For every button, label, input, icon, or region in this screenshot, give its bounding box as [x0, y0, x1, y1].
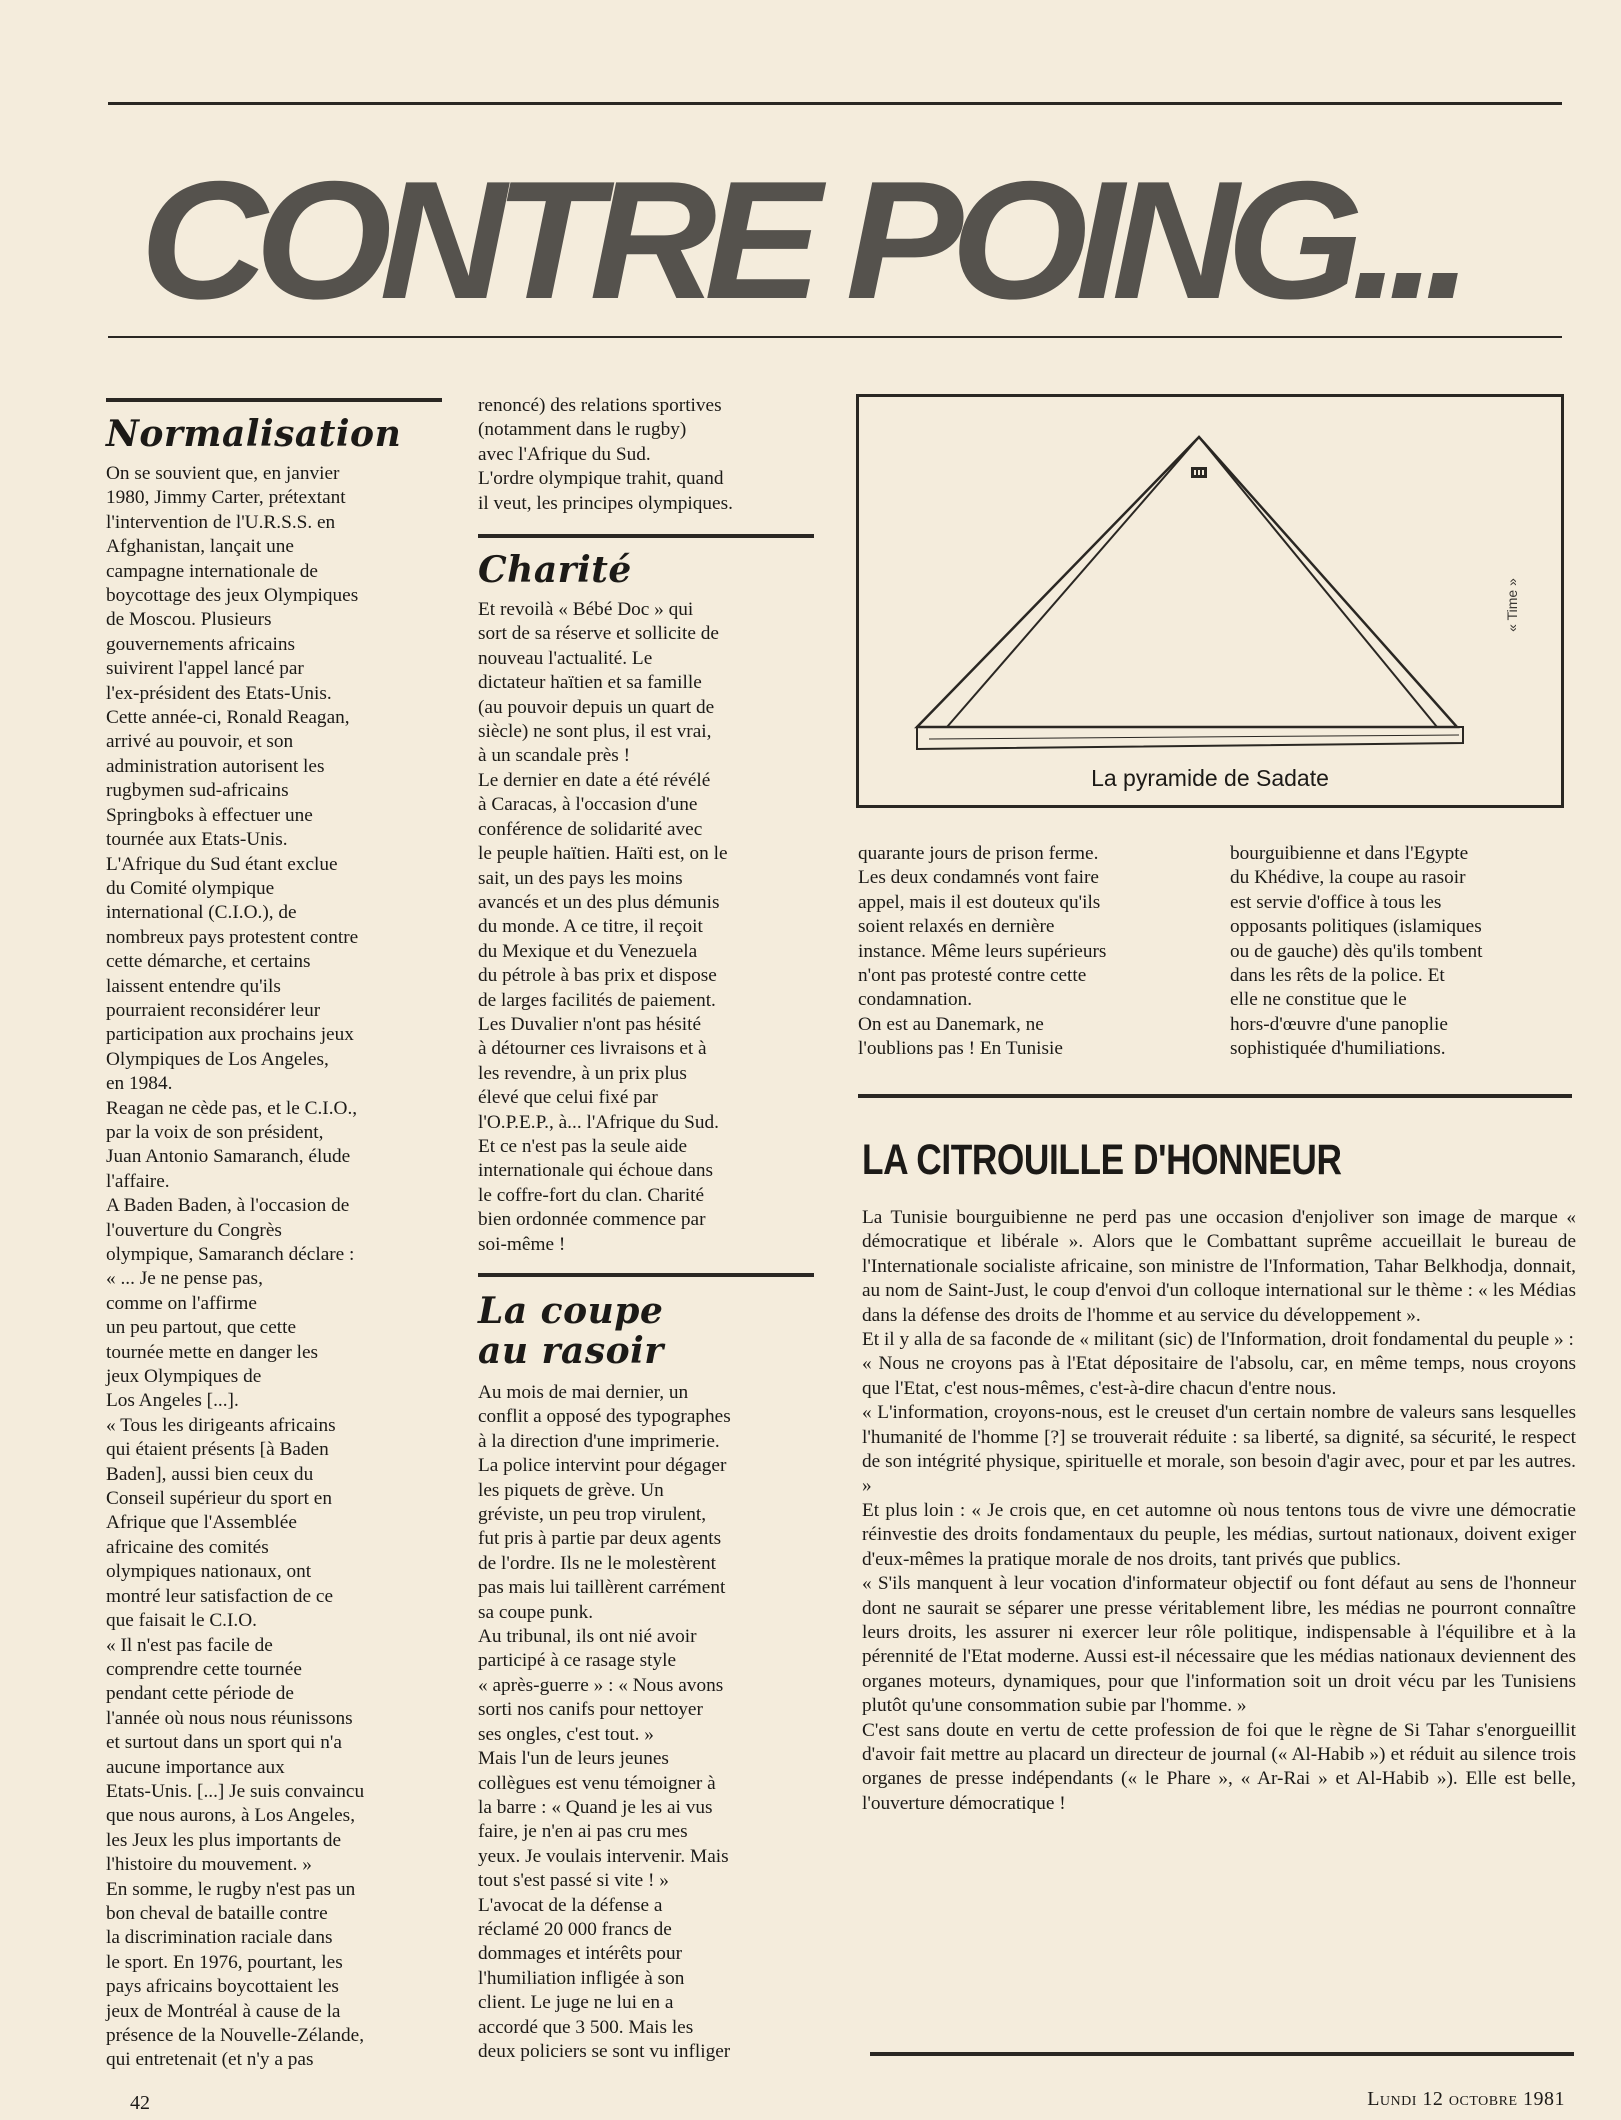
text-line: dictateur haïtien et sa famille	[478, 672, 702, 694]
text-line: le peuple haïtien. Haïti est, on le	[478, 843, 728, 865]
text-line: accordé que 3 500. Mais les	[478, 2016, 694, 2038]
text-line: à détourner ces livraisons et à	[478, 1038, 707, 1060]
text-line: arrivé au pouvoir, et son	[106, 731, 294, 753]
text-line: à la direction d'une imprimerie.	[478, 1430, 720, 1452]
section-rule	[478, 1273, 814, 1277]
text-line: A Baden Baden, à l'occasion de	[106, 1195, 350, 1217]
text-line: « Tous les dirigeants africains	[106, 1414, 336, 1436]
text-line: Afghanistan, lançait une	[106, 536, 294, 558]
citrouille-top-rule	[858, 1094, 1572, 1098]
text-line: tournée mette en danger les	[106, 1341, 318, 1363]
text-line: dommages et intérêts pour	[478, 1943, 683, 1965]
text-line: faire, je n'en ai pas cru mes	[478, 1821, 688, 1843]
text-line: un peu partout, que cette	[106, 1317, 297, 1339]
normalisation-body	[106, 462, 454, 2073]
text-line: C'est sans doute en vertu de cette profession de foi que le règne de Si Tahar s'enorgueillit d'avoir fait mettre au placard un directeur de journal (« Al-Habib ») et réduit au silence trois organes de presse indépendants (« le Phare », « Ar-Rai » et Al-Habib »). Elle est belle, l'ouverture démocratique !	[862, 1719, 1576, 1814]
text-line: Au tribunal, ils ont nié avoir	[478, 1626, 697, 1648]
column-coupe-end	[1230, 842, 1570, 1062]
text-line: « après-guerre » : « Nous avons	[478, 1674, 724, 1696]
text-line: de Moscou. Plusieurs	[106, 609, 272, 631]
text-line: suivirent l'appel lancé par	[106, 658, 304, 680]
text-line: élevé que celui fixé par	[478, 1087, 658, 1109]
text-line: bourguibienne et dans l'Egypte	[1230, 843, 1469, 864]
text-line: le coffre-fort du clan. Charité	[478, 1184, 705, 1206]
text-line: soi-même !	[478, 1233, 566, 1255]
text-line: du Comité olympique	[106, 877, 275, 899]
coupe-continued-body	[858, 842, 1218, 1062]
text-line: nouveau l'actualité. Le	[478, 647, 653, 669]
text-line: qui entretenait (et n'y a pas	[106, 2049, 314, 2071]
text-line: fut pris à partie par deux agents	[478, 1528, 722, 1550]
text-line: la discrimination raciale dans	[106, 1927, 333, 1949]
text-line: ou de gauche) dès qu'ils tombent	[1230, 940, 1483, 962]
text-line: sait, un des pays les moins	[478, 867, 683, 889]
text-line: olympiques nationaux, ont	[106, 1561, 312, 1583]
column-coupe-continued	[858, 842, 1218, 1062]
text-line: quarante jours de prison ferme.	[858, 843, 1099, 864]
text-line: l'ex-président des Etats-Unis.	[106, 682, 332, 704]
text-line: du monde. A ce titre, il reçoit	[478, 916, 703, 938]
text-line: Afrique que l'Assemblée	[106, 1512, 297, 1534]
text-line: participation aux prochains jeux	[106, 1024, 354, 1046]
text-line: est servie d'office à tous les	[1230, 891, 1442, 913]
text-line: tout s'est passé si vite ! »	[478, 1870, 669, 1892]
text-line: avec l'Afrique du Sud.	[478, 443, 651, 465]
text-line: On se souvient que, en janvier	[106, 463, 340, 484]
text-line: client. Le juge ne lui en a	[478, 1992, 674, 2014]
text-line: « S'ils manquent à leur vocation d'informateur objectif ou font défaut au sens de l'honneur dont ne saurait se séparer une presse véritablement libre, les médias ne pourront connaître leurs droits, les assurer ni exercer leur rôle politique, indispensable à l'équilibre et à la pérennité de l'Etat moderne. Aussi est-il nécessaire que les médias nationaux deviennent des organes moteurs, dynamiques, pour que l'information soit un droit vécu par les Tunisiens plutôt qu'une consommation subie par l'homme. »	[862, 1573, 1576, 1717]
text-line: Et ce n'est pas la seule aide	[478, 1135, 688, 1157]
coupe-end-body	[1230, 842, 1570, 1062]
text-line: Springboks à effectuer une	[106, 804, 313, 826]
text-line: olympique, Samaranch déclare :	[106, 1244, 355, 1265]
text-line: jeux Olympiques de	[106, 1366, 262, 1388]
text-line: gréviste, un peu trop virulent,	[478, 1504, 707, 1526]
text-line: l'O.P.E.P., à... l'Afrique du Sud.	[478, 1111, 720, 1133]
text-line: ses ongles, c'est tout. »	[478, 1723, 654, 1745]
text-line: à un scandale près !	[478, 745, 631, 767]
text-line: pendant cette période de	[106, 1683, 294, 1705]
text-line: Le dernier en date a été révélé	[478, 769, 711, 791]
text-line: 1980, Jimmy Carter, prétextant	[106, 487, 346, 509]
text-line: yeux. Je voulais intervenir. Mais	[478, 1845, 729, 1867]
text-line: Les deux condamnés vont faire	[858, 867, 1099, 889]
section-heading-normalisation: Normalisation	[106, 413, 402, 455]
text-line: de l'ordre. Ils ne le molestèrent	[478, 1552, 716, 1574]
text-line: l'intervention de l'U.R.S.S. en	[106, 511, 336, 533]
text-line: siècle) ne sont plus, il est vrai,	[478, 721, 712, 743]
text-line: Les Duvalier n'ont pas hésité	[478, 1013, 702, 1035]
text-line: n'ont pas protesté contre cette	[858, 965, 1087, 987]
masthead-top-rule	[108, 102, 1562, 105]
text-line: Conseil supérieur du sport en	[106, 1488, 332, 1510]
text-line: l'humiliation infligée à son	[478, 1967, 685, 1989]
text-line: l'ouverture du Congrès	[106, 1219, 282, 1241]
text-line: appel, mais il est douteux qu'ils	[858, 891, 1101, 913]
text-line: pourraient reconsidérer leur	[106, 999, 321, 1021]
text-line: Et revoilà « Bébé Doc » qui	[478, 599, 694, 621]
text-line: que faisait le C.I.O.	[106, 1610, 257, 1632]
text-line: et surtout dans un sport qui n'a	[106, 1732, 342, 1754]
text-line: aucune importance aux	[106, 1756, 285, 1778]
text-line: cette démarche, et certains	[106, 951, 311, 973]
text-line: présence de la Nouvelle-Zélande,	[106, 2025, 365, 2046]
text-line: renoncé) des relations sportives	[478, 395, 722, 416]
text-line: tournée aux Etats-Unis.	[106, 829, 288, 851]
text-line: international (C.I.O.), de	[106, 902, 297, 924]
text-line: elle ne constitue que le	[1230, 989, 1407, 1011]
text-line: Au mois de mai dernier, un	[478, 1382, 689, 1403]
text-line: nombreux pays protestent contre	[106, 926, 359, 948]
issue-date: Lundi 12 octobre 1981	[1367, 2088, 1565, 2110]
text-line: conférence de solidarité avec	[478, 818, 703, 840]
citrouille-body	[862, 1206, 1576, 1816]
text-line: les piquets de grève. Un	[478, 1479, 664, 1501]
text-line: opposants politiques (islamiques	[1230, 916, 1482, 938]
text-line: du pétrole à bas prix et dispose	[478, 965, 717, 987]
text-line: du Khédive, la coupe au rasoir	[1230, 867, 1466, 889]
text-line: L'avocat de la défense a	[478, 1894, 663, 1916]
text-line: à Caracas, à l'occasion d'une	[478, 794, 698, 816]
section-heading-citrouille: LA CITROUILLE D'HONNEUR	[862, 1136, 1342, 1184]
text-line: L'ordre olympique trahit, quand	[478, 468, 724, 490]
text-line: les Jeux les plus importants de	[106, 1829, 342, 1851]
section-rule	[106, 398, 442, 402]
text-line: Juan Antonio Samaranch, élude	[106, 1146, 351, 1168]
text-line: comme on l'affirme	[106, 1292, 257, 1314]
text-line: les revendre, à un prix plus	[478, 1062, 687, 1084]
text-line: laissent entendre qu'ils	[106, 975, 281, 997]
text-line: montré leur satisfaction de ce	[106, 1585, 333, 1607]
text-line: sorti nos canifs pour nettoyer	[478, 1699, 703, 1721]
cartoon-credit: « Time »	[1504, 578, 1521, 632]
text-line: Cette année-ci, Ronald Reagan,	[106, 707, 350, 729]
masthead-bottom-rule	[108, 336, 1562, 338]
text-line: bien ordonnée commence par	[478, 1209, 706, 1231]
text-line: que nous aurons, à Los Angeles,	[106, 1805, 356, 1827]
pyramid-drawing	[859, 397, 1561, 805]
text-line: il veut, les principes olympiques.	[478, 492, 733, 514]
text-line: de larges facilités de paiement.	[478, 989, 716, 1011]
text-line: Reagan ne cède pas, et le C.I.O.,	[106, 1097, 358, 1119]
text-line: Etats-Unis. [...] Je suis convaincu	[106, 1780, 365, 1802]
charite-body	[478, 598, 818, 1257]
text-line: L'Afrique du Sud étant exclue	[106, 853, 338, 875]
text-line: On est au Danemark, ne	[858, 1013, 1044, 1035]
text-line: La Tunisie bourguibienne ne perd pas une occasion d'enjoliver son image de marque « démocratique et libérale ». Alors que le Combattant suprême accueillait le bureau de l'Internationale socialiste africaine, son ministre de l'Information, Tahar Belkhodja, donnait, au nom de Saint-Just, le coup d'envoi d'un colloque international sur le thème : « les Médias dans la défense des droits de l'homme et au service du développement ».	[862, 1207, 1576, 1326]
section-heading-coupe: La coupe au rasoir	[478, 1290, 664, 1372]
text-line: qui étaient présents [à Baden	[106, 1439, 329, 1461]
text-line: boycottage des jeux Olympiques	[106, 585, 359, 607]
text-line: en 1984.	[106, 1073, 173, 1095]
text-line: sa coupe punk.	[478, 1601, 594, 1623]
text-line: soient relaxés en dernière	[858, 916, 1055, 938]
text-line: pays africains boycottaient les	[106, 1976, 339, 1998]
text-line: l'histoire du mouvement. »	[106, 1854, 312, 1876]
column-normalisation	[106, 398, 454, 2073]
text-line: réclamé 20 000 francs de	[478, 1918, 672, 1940]
text-line: administration autorisent les	[106, 755, 325, 777]
text-line: hors-d'œuvre d'une panoplie	[1230, 1013, 1448, 1035]
text-line: Mais l'un de leurs jeunes	[478, 1748, 669, 1770]
text-line: Los Angeles [...].	[106, 1390, 239, 1412]
text-line: du Mexique et du Venezuela	[478, 940, 698, 962]
text-line: (au pouvoir depuis un quart de	[478, 696, 715, 718]
text-line: Et il y alla de sa faconde de « militant (sic) de l'Information, droit fondamental du peuple » :	[862, 1329, 1574, 1351]
section-rule	[478, 534, 814, 538]
text-line: La police intervint pour dégager	[478, 1455, 727, 1477]
text-line: l'année où nous nous réunissons	[106, 1707, 353, 1729]
coupe-body	[478, 1381, 818, 2064]
text-line: « Il n'est pas facile de	[106, 1634, 273, 1656]
text-line: « Nous ne croyons pas à l'Etat dépositaire de l'absolu, car, en même temps, nous croyons que l'Etat, c'est nous-mêmes, c'est-à-dire chacun d'entre nous.	[862, 1353, 1576, 1399]
text-line: conflit a opposé des typographes	[478, 1406, 731, 1428]
text-line: condamnation.	[858, 989, 973, 1011]
text-line: collègues est venu témoigner à	[478, 1772, 716, 1794]
text-line: Et plus loin : « Je crois que, en cet automne où nous tentons tous de vivre une démocratie réinvestie des droits fondamentaux du peuple, les médias, surtout nationaux, doivent exiger d'eux-mêmes la pratique morale de nos droits, tant privés que publics.	[862, 1499, 1576, 1570]
section-heading-charite: Charité	[478, 549, 632, 592]
text-line: bon cheval de bataille contre	[106, 1902, 328, 1924]
text-line: (notamment dans le rugby)	[478, 419, 687, 441]
citrouille-bottom-rule	[870, 2052, 1574, 2056]
text-line: « ... Je ne pense pas,	[106, 1268, 263, 1290]
text-line: par la voix de son président,	[106, 1121, 324, 1143]
masthead-title: CONTRE POING...	[140, 146, 1461, 334]
text-line: comprendre cette tournée	[106, 1658, 302, 1680]
text-line: l'oublions pas ! En Tunisie	[858, 1038, 1063, 1060]
text-line: instance. Même leurs supérieurs	[858, 940, 1107, 962]
text-line: participé à ce rasage style	[478, 1650, 677, 1672]
text-line: dans les rêts de la police. Et	[1230, 965, 1445, 987]
text-line: deux policiers se sont vu infliger	[478, 2040, 731, 2062]
text-line: la barre : « Quand je les ai vus	[478, 1796, 713, 1818]
cartoon-caption: La pyramide de Sadate	[1091, 765, 1329, 791]
text-line: « L'information, croyons-nous, est le creuset d'un certain nombre de valeurs sans lesquelles l'humanité de l'homme [?] se trouverait réduite : sa liberté, sa dignité, sa sécurité, le respect de son intégrité physique, spirituelle et morale, son besoin d'agir avec, pour et par les autres. »	[862, 1402, 1576, 1497]
text-line: sort de sa réserve et sollicite de	[478, 623, 719, 645]
page-number: 42	[130, 2092, 150, 2114]
text-line: sophistiquée d'humiliations.	[1230, 1038, 1446, 1060]
text-line: rugbymen sud-africains	[106, 780, 289, 802]
text-line: Olympiques de Los Angeles,	[106, 1048, 329, 1070]
text-line: campagne internationale de	[106, 560, 318, 582]
text-line: africaine des comités	[106, 1536, 269, 1558]
text-line: jeux de Montréal à cause de la	[106, 2000, 341, 2022]
text-line: le sport. En 1976, pourtant, les	[106, 1951, 343, 1973]
column-middle	[478, 394, 818, 2064]
normalisation-continued	[478, 394, 818, 516]
text-line: Baden], aussi bien ceux du	[106, 1463, 314, 1485]
text-line: avancés et un des plus démunis	[478, 891, 720, 913]
text-line: l'affaire.	[106, 1170, 170, 1192]
text-line: internationale qui échoue dans	[478, 1160, 714, 1182]
pyramid-cartoon	[856, 394, 1564, 808]
text-line: En somme, le rugby n'est pas un	[106, 1878, 356, 1900]
text-line: gouvernements africains	[106, 633, 295, 655]
text-line: pas mais lui taillèrent carrément	[478, 1577, 726, 1599]
